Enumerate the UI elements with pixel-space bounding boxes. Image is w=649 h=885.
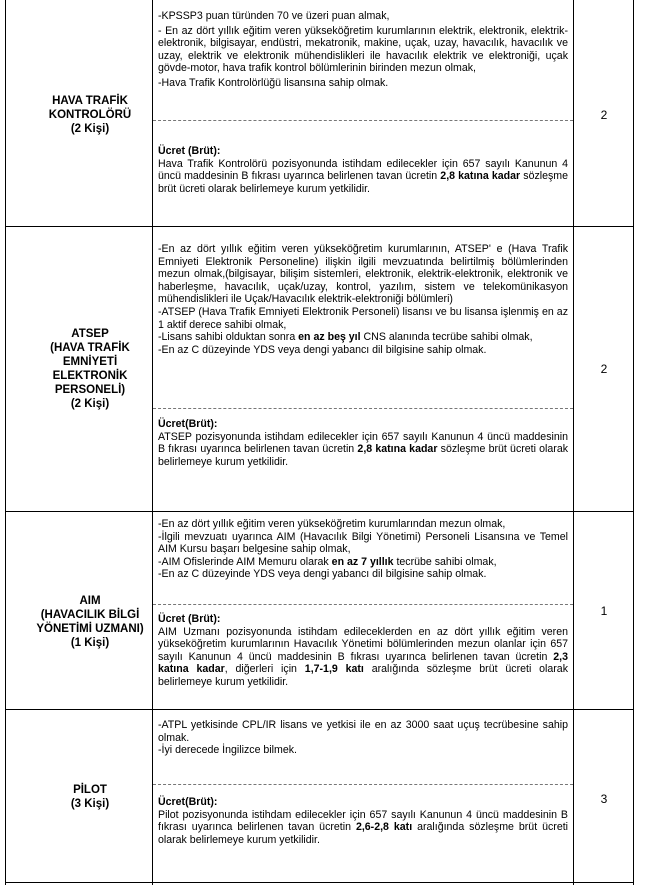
position-count: 2 xyxy=(600,108,608,122)
position-title: HAVA TRAFİK KONTROLÖRÜ (2 Kişi) xyxy=(48,95,132,135)
table-border-col2 xyxy=(573,0,574,885)
position-title: PİLOT (3 Kişi) xyxy=(70,784,110,810)
salary-info: Ücret(Brüt): ATSEP pozisyonunda istihdam edilecekler için 657 sayılı Kanunun 4 üncü maddesinin B fıkrası uyarınca belirlenen tavan ücretin 2,8 katına kadar sözleşme brüt ücreti olarak belirlemeye kurum yetkilidir. xyxy=(158,418,569,468)
row-divider xyxy=(5,882,634,883)
requirements: -KPSSP3 puan türünden 70 ve üzeri puan almak, - En az dört yıllık eğitim veren yükseköğretim kurumlarının elektrik, elektronik, elektrik-elektronik, bilgisayar, endüstri, mekatronik, makine, uçak, uzay, havacılık, havacılık ve uzay, elektrik ve elektronik mühendislikleri ile havacılık elektrik ve elektroniği, uçak gövde-motor, hava trafik kontrol bölümlerinin birinden mezun olmak, -Hava Trafik Kontrolörlüğü lisansına sahip olmak. xyxy=(158,10,568,89)
position-count: 2 xyxy=(600,362,608,376)
position-count: 3 xyxy=(600,792,608,806)
position-title: AIM (HAVACILIK BİLGİ YÖNETİMİ UZMANI) (1 Kişi) xyxy=(36,595,144,649)
table-border-left xyxy=(5,0,6,885)
requirements: -ATPL yetkisinde CPL/IR lisans ve yetkisi ile en az 3000 saat uçuş tecrübesine sahip olmak. -İyi derecede İngilizce bilmek. xyxy=(158,719,568,757)
section-divider xyxy=(153,784,573,785)
section-divider xyxy=(153,604,573,605)
section-divider xyxy=(153,120,573,121)
requirements: -En az dört yıllık eğitim veren yükseköğretim kurumlarının, ATSEP' e (Hava Trafik Emniyeti Elektronik Personeline) ilişkin ilgili mevzuatında belirtilmiş bölümlerinden mezun olmak,(bilgisayar, bilişim sistemleri, elektronik, elektrik-elektronik, elektronik ve haberleşme, havacılık, uçak/uzay, kontrol, yazılım, sistem ve telekomünikasyon mühendislikleri ile Uçak/Havacılık elektrik-elektroniği bölümleri) -ATSEP (Hava Trafik Emniyeti Elektronik Personeli) lisansı ve bu lisansa işlenmiş en az 1 aktif derece sahibi olmak, -Lisans sahibi olduktan sonra en az beş yıl CNS alanında tecrübe sahibi olmak, -En az C düzeyinde YDS veya dengi yabancı dil bilgisine sahip olmak. xyxy=(158,243,568,356)
row-divider xyxy=(5,511,634,512)
table-border-col1 xyxy=(152,0,153,885)
row-divider xyxy=(5,226,634,227)
table-border-right xyxy=(633,0,634,885)
salary-info: Ücret (Brüt): AIM Uzmanı pozisyonunda istihdam edileceklerden en az dört yıllık eğitim veren yükseköğretim kurumlarının Havacılık Yönetimi bölümlerinden mezun olanlar için 657 sayılı Kanunun 4 üncü maddesinin B fıkrası uyarınca belirlenen tavan ücretin 2,3 katına kadar, diğerleri için 1,7-1,9 katı aralığında sözleşme brüt ücreti olarak belirlemeye kurum yetkilidir. xyxy=(158,613,568,688)
row-divider xyxy=(5,709,634,710)
section-divider xyxy=(153,408,573,409)
salary-info: Ücret(Brüt): Pilot pozisyonunda istihdam edilecekler için 657 sayılı Kanunun 4 üncü maddesinin B fıkrası uyarınca belirlenen tavan ücretin 2,6-2,8 katı aralığında sözleşme brüt ücreti olarak belirlemeye kurum yetkilidir. xyxy=(158,796,569,846)
requirements: -En az dört yıllık eğitim veren yükseköğretim kurumlarından mezun olmak, -İlgili mevzuatı uyarınca AIM (Havacılık Bilgi Yönetimi) Personeli Lisansına ve Temel AIM Kursu başarı belgesine sahip olmak, -AIM Ofislerinde AIM Memuru olarak en az 7 yıllık tecrübe sahibi olmak, -En az C düzeyinde YDS veya dengi yabancı dil bilgisine sahip olmak. xyxy=(158,518,568,581)
salary-info: Ücret (Brüt): Hava Trafik Kontrolörü pozisyonunda istihdam edilecekler için 657 sayılı Kanunun 4 üncü maddesinin B fıkrası uyarınca belirlenen tavan ücretin 2,8 katına kadar sözleşme brüt ücreti olarak belirlemeye kurum yetkilidir. xyxy=(158,145,569,195)
position-count: 1 xyxy=(600,604,608,618)
position-title: ATSEP (HAVA TRAFİK EMNİYETİ ELEKTRONİK PERSONELİ) (2 Kişi) xyxy=(50,328,130,410)
